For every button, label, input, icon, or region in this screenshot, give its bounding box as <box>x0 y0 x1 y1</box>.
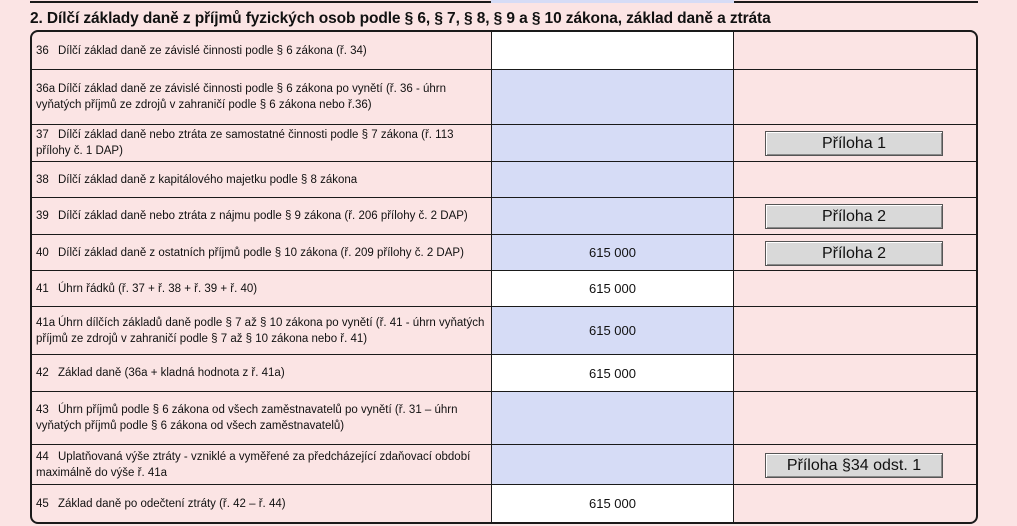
row-description: Uplatňovaná výše ztráty - vzniklé a vyměřené za předcházející zdaňovací období maximálně do výše ř. 41a <box>36 450 471 479</box>
row-number: 44 <box>36 450 49 463</box>
row-description: Dílčí základ daně nebo ztráta ze samostatné činnosti podle § 7 zákona (ř. 113 přílohy č. 1 DAP) <box>36 129 454 157</box>
table-row-45 <box>32 484 976 522</box>
row-number: 41 <box>36 282 49 295</box>
attachment-button[interactable]: Příloha 2 <box>765 204 943 229</box>
row-value-field[interactable]: 615 000 <box>491 307 734 354</box>
row-number: 39 <box>36 210 49 222</box>
row-label <box>36 125 488 161</box>
table-row-37 <box>32 124 976 161</box>
row-value-field[interactable]: 615 000 <box>491 485 734 522</box>
row-number: 43 <box>36 404 49 416</box>
row-label <box>36 70 488 124</box>
row-description: Úhrn řádků (ř. 37 + ř. 38 + ř. 39 + ř. 40) <box>58 282 258 295</box>
row-description: Dílčí základ daně ze závislé činnosti podle § 6 zákona (ř. 34) <box>58 44 367 57</box>
row-description: Dílčí základ daně ze závislé činnosti podle § 6 zákona po vynětí (ř. 36 - úhrn vyňatých příjmů ze zdrojů v zahraničí podle § 6 zákona nebo ř.36) <box>36 83 447 111</box>
attachment-button[interactable]: Příloha 2 <box>765 241 943 266</box>
row-value-field[interactable] <box>491 32 734 69</box>
previous-section-value-cell <box>491 0 734 3</box>
row-description: Základ daně (36a + kladná hodnota z ř. 41a) <box>58 367 285 379</box>
row-label <box>36 392 488 444</box>
attachment-button[interactable]: Příloha 1 <box>765 131 943 156</box>
table-row-36 <box>32 32 976 69</box>
attachment-button[interactable]: Příloha §34 odst. 1 <box>765 453 943 478</box>
row-value-field[interactable]: 615 000 <box>491 235 734 270</box>
table-row-36a <box>32 69 976 124</box>
table-row-39 <box>32 197 976 234</box>
row-number: 42 <box>36 367 49 379</box>
row-value-field[interactable] <box>491 445 734 484</box>
row-value-field[interactable] <box>491 125 734 161</box>
row-description: Dílčí základ daně z ostatních příjmů podle § 10 zákona (ř. 209 přílohy č. 2 DAP) <box>58 246 464 259</box>
row-label <box>36 485 488 522</box>
row-label <box>36 271 488 306</box>
table-row-42 <box>32 354 976 391</box>
row-value-field[interactable]: 615 000 <box>491 271 734 306</box>
row-label <box>36 162 488 197</box>
table-row-44 <box>32 444 976 484</box>
row-number: 41a <box>36 316 56 329</box>
row-description: Dílčí základ daně nebo ztráta z nájmu podle § 9 zákona (ř. 206 přílohy č. 2 DAP) <box>58 210 468 222</box>
table-row-43 <box>32 391 976 444</box>
table-row-41 <box>32 270 976 306</box>
section-title: 2. Dílčí základy daně z příjmů fyzických osob podle § 6, § 7, § 8, § 9 a § 10 zákona, základ daně a ztráta <box>30 10 771 27</box>
row-label <box>36 307 488 354</box>
table-row-41a <box>32 306 976 354</box>
table-row-40 <box>32 234 976 270</box>
row-value-field[interactable] <box>491 162 734 197</box>
row-number: 36 <box>36 44 49 57</box>
row-value-field[interactable]: 615 000 <box>491 355 734 391</box>
row-value-field[interactable] <box>491 70 734 124</box>
row-label <box>36 235 488 270</box>
tax-base-table <box>30 30 978 524</box>
row-label <box>36 355 488 391</box>
row-number: 37 <box>36 129 49 141</box>
row-number: 40 <box>36 246 49 259</box>
table-row-38 <box>32 161 976 197</box>
row-description: Úhrn dílčích základů daně podle § 7 až § 10 zákona po vynětí (ř. 41 - úhrn vyňatých příjmů ze zdrojů v zahraničí podle § 7 až § 10 zákona nebo ř. 41) <box>36 316 485 345</box>
row-label <box>36 198 488 234</box>
row-label <box>36 32 488 69</box>
row-label <box>36 445 488 484</box>
row-value-field[interactable] <box>491 198 734 234</box>
row-number: 45 <box>36 497 49 510</box>
row-number: 36a <box>36 83 56 95</box>
row-description: Úhrn příjmů podle § 6 zákona od všech zaměstnavatelů po vynětí (ř. 31 – úhrn vyňatých příjmů podle § 6 zákona od všech zaměstnavatelů) <box>36 404 458 432</box>
row-description: Dílčí základ daně z kapitálového majetku podle § 8 zákona <box>58 173 358 186</box>
row-description: Základ daně po odečtení ztráty (ř. 42 – ř. 44) <box>58 497 286 510</box>
row-value-field[interactable] <box>491 392 734 444</box>
row-number: 38 <box>36 173 49 186</box>
